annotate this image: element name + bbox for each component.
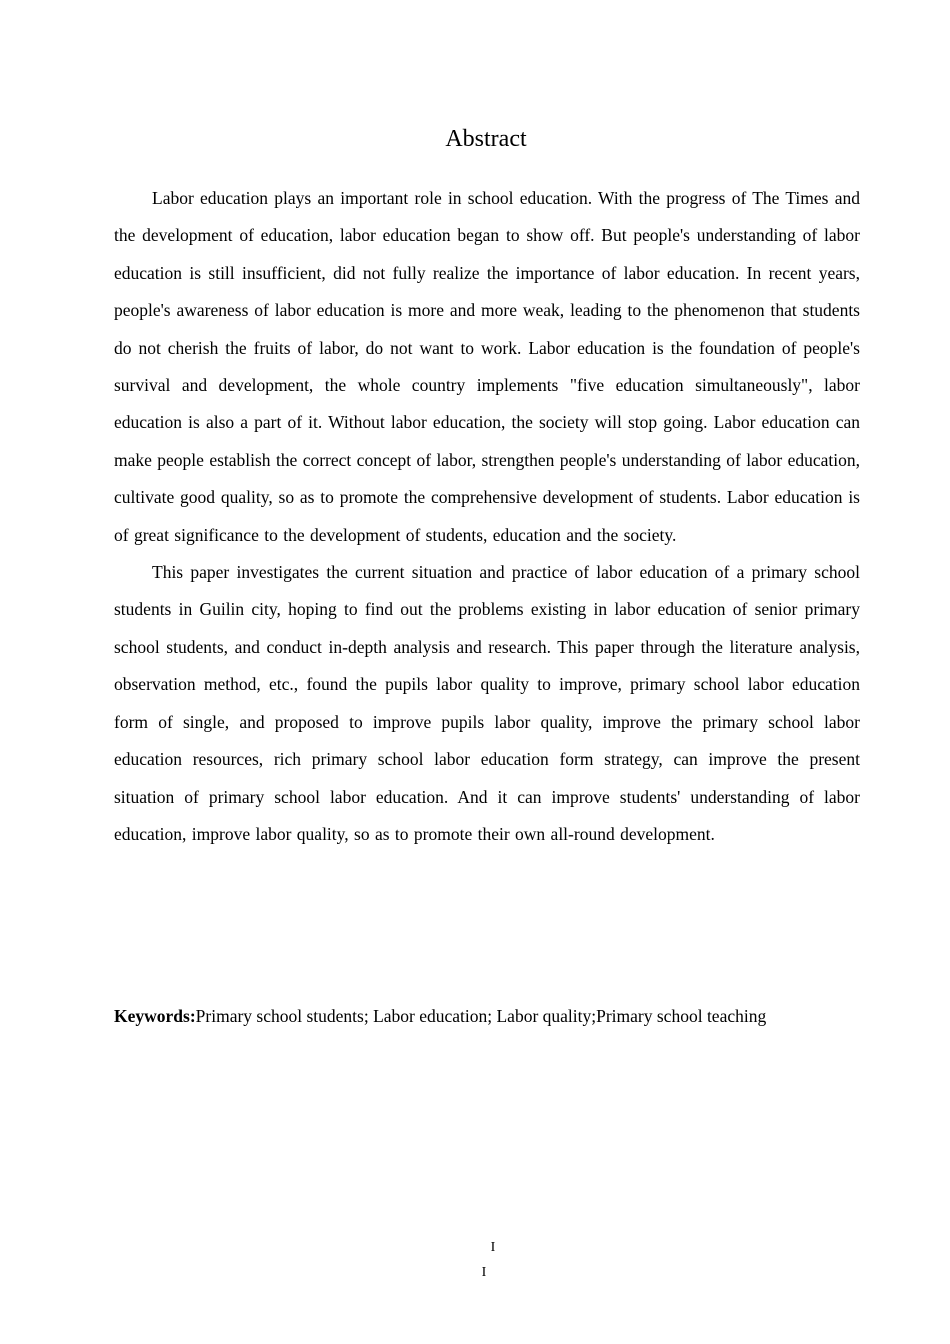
keywords-line [114, 998, 860, 1035]
footer-page-number: I [490, 1240, 496, 1255]
abstract-body [114, 180, 860, 853]
abstract-paragraph-2: This paper investigates the current situation and practice of labor education of a primary school students in Guilin city, hoping to find out the problems existing in labor education of senior primary school students, and conduct in-depth analysis and research. This paper through the literature analysis, observation method, etc., found the pupils labor quality to improve, primary school labor education form of single, and proposed to improve pupils labor quality, improve the primary school labor education resources, rich primary school labor education form strategy, can improve the present situation of primary school labor education. And it can improve students' understanding of labor education, improve labor quality, so as to promote their own all-round development. [114, 562, 860, 844]
keywords-text: Primary school students; Labor education; Labor quality;Primary school teaching [195, 1006, 767, 1026]
footer-page-number-secondary: I [481, 1265, 487, 1280]
page-title: Abstract [445, 126, 527, 152]
abstract-paragraph-1: Labor education plays an important role in school education. With the progress of The Times and the development of education, labor education began to show off. But people's understanding of labor education is still insufficient, did not fully realize the importance of labor education. In recent years, people's awareness of labor education is more and more weak, leading to the phenomenon that students do not cherish the fruits of labor, do not want to work. Labor education is the foundation of people's survival and development, the whole country implements "five education simultaneously", labor education is also a part of it. Without labor education, the society will stop going. Labor education can make people establish the correct concept of labor, strengthen people's understanding of labor education, cultivate good quality, so as to promote the comprehensive development of students. Labor education is of great significance to the development of students, education and the society. [114, 188, 860, 545]
keywords-label: Keywords: [114, 1006, 196, 1026]
